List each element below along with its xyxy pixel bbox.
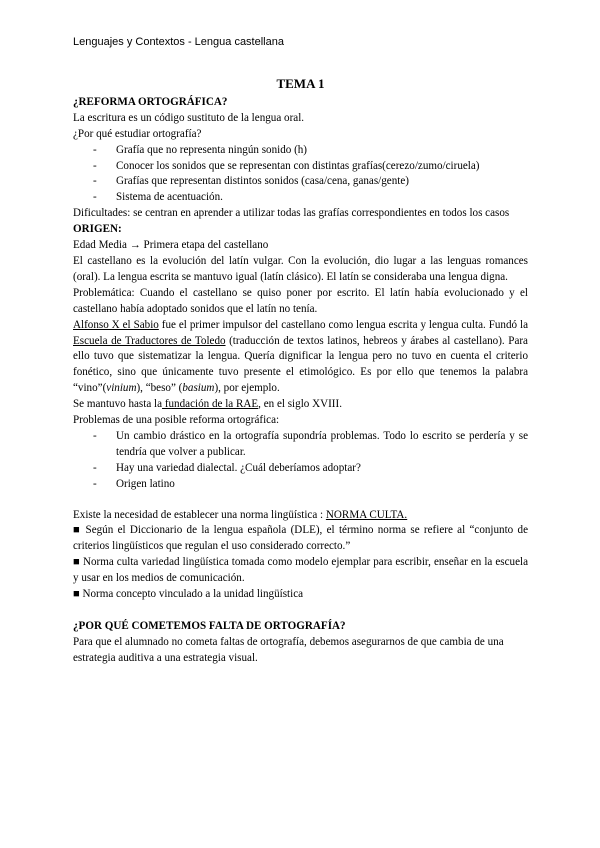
italic-term: basium (182, 382, 215, 395)
paragraph-text: , en el siglo XVIII. (258, 398, 342, 411)
page-title: TEMA 1 (276, 76, 325, 91)
underlined-term: Escuela de Traductores de Toledo (73, 334, 226, 347)
paragraph: La escritura es un código sustituto de la lengua oral. (73, 111, 305, 124)
paragraph: Problemas de una posible reforma ortográfica: (73, 414, 280, 427)
paragraph: El castellano es la evolución del latín vulgar. Con la evolución, dio lugar a las lenguas romances (oral). La lengua escrita se mantuvo igual (latín clásico). El latín se consideraba una lengua digna. (73, 254, 528, 283)
dash-marker: - (93, 191, 97, 204)
list-item (73, 159, 528, 175)
list-item-text: Origen latino (116, 477, 175, 490)
page-header: Lenguajes y Contextos - Lengua castellana (73, 36, 284, 48)
list-item (73, 429, 528, 461)
square-bullet-icon: ■ (73, 556, 80, 569)
paragraph: Dificultades: se centran en aprender a utilizar todas las grafías correspondientes en todos los casos (73, 207, 510, 220)
bullet-text: Según el Diccionario de la lengua española (DLE), el término norma se refiere al “conjunto de criterios lingüísticos que regulan el uso considerado correcto.” (73, 524, 528, 553)
paragraph-text: fue el primer impulsor del castellano como lengua escrita y lengua culta. Fundó la (158, 318, 528, 331)
paragraph: Problemática: Cuando el castellano se quiso poner por escrito. El latín había evolucionado y el castellano había adoptado sonidos que el latín no tenía. (73, 286, 528, 315)
square-bullet-icon: ■ (73, 588, 80, 601)
paragraph-text: ), “beso” ( (136, 382, 183, 395)
section-heading-origen: ORIGEN: (73, 223, 122, 236)
paragraph-text: (traducción de textos latinos, hebreos y árabes al castellano). Para ello tuvo que sistematizar la lengua. Quería dignificar la lengua pero no tuvo en cuenta el criterio fonético, sino que únicamente tuvo presente el etimológico. Es por ello que tenemos la palabra “vino”( (73, 334, 528, 395)
bullet-item (73, 555, 528, 587)
list-item-text: Grafía que no representa ningún sonido (h) (116, 143, 307, 156)
paragraph-text: Se mantuvo hasta la (73, 398, 163, 411)
bullet-text: Norma concepto vinculado a la unidad lingüística (79, 588, 304, 601)
list-item (73, 477, 528, 493)
section-heading-faltas: ¿POR QUÉ COMETEMOS FALTA DE ORTOGRAFÍA? (73, 620, 346, 632)
list-item (73, 190, 528, 206)
list-item-text: Conocer los sonidos que se representan con distintas grafías(cerezo/zumo/ciruela) (116, 159, 480, 172)
bullet-item (73, 587, 528, 603)
dash-marker: - (93, 159, 97, 172)
list-item-text: Hay una variedad dialectal. ¿Cuál deberíamos adoptar? (116, 461, 361, 474)
paragraph: ¿Por qué estudiar ortografía? (73, 127, 202, 140)
underlined-term: fundación de la RAE (162, 398, 259, 411)
section-heading-reforma: ¿REFORMA ORTOGRÁFICA? (73, 95, 228, 108)
italic-term: vinium (106, 382, 137, 395)
list-item (73, 174, 528, 190)
underlined-term: Alfonso X el Sabio (73, 318, 159, 331)
list-item (73, 461, 528, 477)
dash-marker: - (93, 175, 97, 188)
bullet-text: Norma culta variedad lingüística tomada como modelo ejemplar para escribir, enseñar en la escuela y usar en los medios de comunicación. (73, 556, 528, 585)
document-body (73, 76, 528, 667)
paragraph-text: ), por ejemplo. (214, 382, 280, 395)
paragraph (73, 397, 528, 413)
list-item-text: Grafías que representan distintos sonidos (casa/cena, ganas/gente) (116, 175, 409, 188)
paragraph (73, 508, 528, 524)
paragraph: Edad Media → Primera etapa del castellano (73, 239, 269, 252)
dash-marker: - (93, 143, 97, 156)
list-item-text: Sistema de acentuación. (116, 191, 223, 204)
bullet-item (73, 523, 528, 555)
square-bullet-icon: ■ (73, 524, 82, 537)
dash-marker: - (93, 429, 97, 442)
dash-marker: - (93, 461, 97, 474)
paragraph: Para que el alumnado no cometa faltas de ortografía, debemos asegurarnos de que cambia de una estrategia auditiva a una estrategia visual. (73, 635, 504, 664)
dash-marker: - (93, 477, 97, 490)
underlined-term: NORMA CULTA. (325, 508, 408, 521)
list-item-text: Un cambio drástico en la ortografía supondría problemas. Todo lo escrito se perdería y se tendría que volver a publicar. (116, 429, 528, 458)
paragraph-text: Existe la necesidad de establecer una norma lingüística : (73, 508, 326, 521)
paragraph-alfonso (73, 318, 528, 398)
list-item (73, 143, 528, 159)
